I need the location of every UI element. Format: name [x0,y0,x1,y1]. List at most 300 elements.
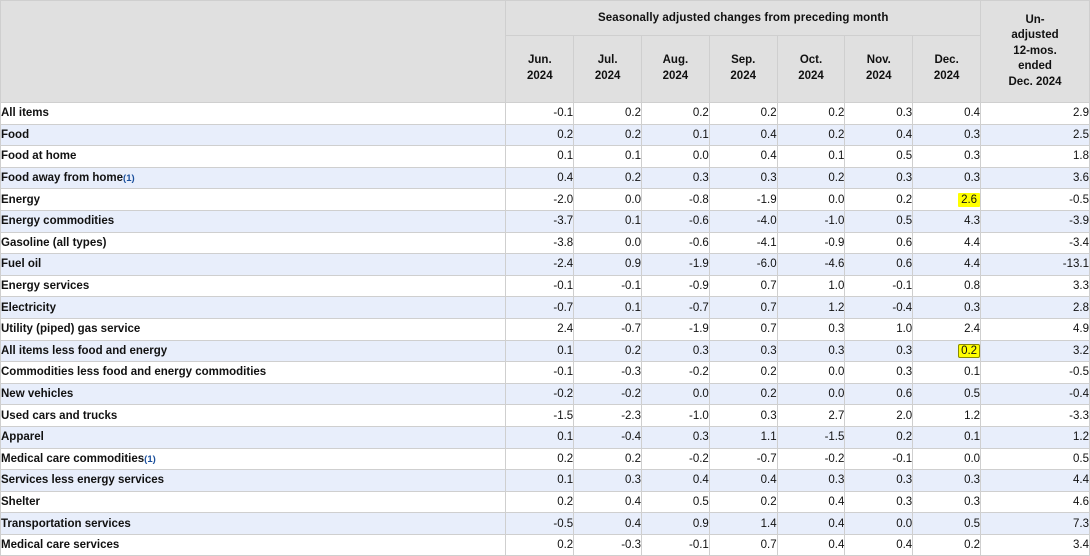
data-cell [506,124,574,146]
data-cell-value: -0.7 [621,323,642,336]
data-cell-value: 0.3 [692,431,709,444]
row-label [1,383,506,405]
unadjusted-cell [981,491,1090,513]
data-cell-value: -0.1 [688,539,709,552]
header-month-oct [777,36,845,103]
data-cell-value: -0.1 [553,366,574,379]
data-cell-value: 0.9 [692,517,709,530]
data-cell [913,513,981,535]
data-cell [709,470,777,492]
unadjusted-cell [981,297,1090,319]
data-cell [642,297,710,319]
data-cell-value: 0.0 [692,388,709,401]
data-cell-value: 0.2 [760,107,777,120]
data-cell [709,405,777,427]
unadjusted-value: 2.9 [1073,107,1089,120]
data-cell-value: 0.4 [828,539,845,552]
data-cell [777,254,845,276]
data-cell-value: 0.2 [557,128,574,141]
data-cell [845,103,913,125]
data-cell [709,362,777,384]
data-cell [506,275,574,297]
header-month-jun-year: 2024 [527,70,553,82]
data-cell-value: 0.3 [828,474,845,487]
data-cell-value: 4.4 [964,236,981,249]
data-cell-value: 0.1 [557,344,574,357]
data-cell [845,513,913,535]
data-cell [709,210,777,232]
data-cell [845,210,913,232]
data-cell [777,470,845,492]
data-cell [642,275,710,297]
header-month-sep-year: 2024 [730,70,756,82]
unadj-line-2: adjusted [1011,29,1059,42]
data-cell [642,254,710,276]
row-label-text: Energy commodities [1,215,115,228]
row-label-text: Shelter [1,495,40,508]
data-cell-value: 0.7 [760,301,777,314]
table-row [1,254,1090,276]
table-row [1,448,1090,470]
data-cell-value: 0.4 [760,128,777,141]
data-cell-value: 2.7 [828,409,845,422]
data-cell [913,448,981,470]
data-cell [506,318,574,340]
data-cell-value: 0.5 [964,388,981,401]
data-cell [845,340,913,362]
data-cell-value: -0.1 [621,280,642,293]
unadjusted-value: -3.3 [1069,409,1089,422]
data-cell [709,275,777,297]
unadjusted-value: 3.2 [1073,344,1089,357]
table-row [1,470,1090,492]
data-cell [506,254,574,276]
data-cell [574,362,642,384]
row-label [1,275,506,297]
data-cell [709,340,777,362]
unadjusted-cell [981,146,1090,168]
table-row [1,167,1090,189]
row-label [1,362,506,384]
data-cell [506,383,574,405]
unadjusted-cell [981,189,1090,211]
row-label-text: Energy [1,193,40,206]
data-cell [574,470,642,492]
unadjusted-cell [981,362,1090,384]
data-cell-value: 0.2 [896,193,913,206]
header-unadjusted-12mos [981,1,1090,103]
unadjusted-value: 4.9 [1073,323,1089,336]
data-cell [574,383,642,405]
data-cell [913,297,981,319]
data-cell [574,534,642,556]
data-cell-value: 0.1 [964,366,981,379]
data-cell-value: -0.2 [621,388,642,401]
data-cell [709,383,777,405]
unadjusted-value: 3.3 [1073,280,1089,293]
unadjusted-value: -13.1 [1062,258,1089,271]
data-cell-value: 0.3 [896,366,913,379]
unadjusted-value: -0.5 [1069,366,1089,379]
data-cell-value: 0.2 [760,388,777,401]
unadjusted-value: 3.4 [1073,539,1089,552]
data-cell [506,189,574,211]
data-cell-value: 0.5 [896,150,913,163]
data-cell-value: -0.1 [892,280,913,293]
data-cell-value: -0.3 [621,539,642,552]
data-cell-value: -2.0 [553,193,574,206]
header-month-nov [845,36,913,103]
data-cell-value: -0.8 [688,193,709,206]
data-cell [506,534,574,556]
unadj-line-1: Un- [1025,13,1045,26]
data-cell-value: 0.0 [828,388,845,401]
data-cell-value: -0.4 [621,431,642,444]
data-cell-value: 1.2 [828,301,845,314]
data-cell [642,534,710,556]
data-cell [913,189,981,211]
data-cell [506,210,574,232]
data-cell [913,146,981,168]
unadjusted-cell [981,513,1090,535]
header-month-oct-name: Oct. [799,54,823,67]
data-cell [574,513,642,535]
data-cell [506,103,574,125]
data-cell [913,275,981,297]
data-cell [845,318,913,340]
unadjusted-cell [981,124,1090,146]
data-cell [777,275,845,297]
data-cell [777,383,845,405]
data-cell-value: 0.3 [692,344,709,357]
unadjusted-cell [981,470,1090,492]
data-cell [845,232,913,254]
unadj-line-3: 12-mos. [1013,44,1057,57]
data-cell-value: -0.1 [553,280,574,293]
data-cell-value: -4.6 [824,258,845,271]
data-cell-value: -0.7 [553,301,574,314]
header-month-aug [642,36,710,103]
data-cell-value: 0.0 [625,193,642,206]
data-cell-value: -0.7 [756,452,777,465]
data-cell-value: 0.4 [896,128,913,141]
data-cell [574,491,642,513]
data-cell-value: 0.3 [964,474,981,487]
data-cell-value: 0.3 [896,344,913,357]
data-cell [777,124,845,146]
data-cell [777,103,845,125]
data-cell-value: 0.1 [692,128,709,141]
data-cell [506,146,574,168]
data-cell [845,189,913,211]
data-cell-value: 0.0 [692,150,709,163]
data-cell-value: 0.2 [625,452,642,465]
table-row [1,383,1090,405]
row-label-text: All items [1,107,49,120]
header-month-jun-name: Jun. [528,54,552,67]
footnote-marker[interactable]: (1) [144,453,156,465]
data-cell [777,167,845,189]
data-cell [574,426,642,448]
data-cell [574,275,642,297]
unadj-line-5: Dec. 2024 [1008,75,1062,88]
data-cell-value: 0.7 [760,280,777,293]
row-label [1,189,506,211]
data-cell-value: 1.0 [828,280,845,293]
data-cell [642,167,710,189]
data-cell-value: 0.3 [625,474,642,487]
data-cell-value: 0.0 [964,452,981,465]
data-cell [642,362,710,384]
row-label [1,491,506,513]
data-cell [845,405,913,427]
data-cell-value: 4.4 [964,258,981,271]
data-cell [709,232,777,254]
data-cell-value: -1.0 [824,215,845,228]
data-cell [913,534,981,556]
unadjusted-value: -0.5 [1069,193,1089,206]
unadjusted-cell [981,340,1090,362]
data-cell-value: -0.2 [688,452,709,465]
footnote-marker[interactable]: (1) [123,173,135,185]
data-cell-value: 0.6 [896,258,913,271]
data-cell-value: -0.9 [824,236,845,249]
row-label-text: Food [1,128,30,141]
data-cell [777,448,845,470]
data-cell-value: 0.4 [557,172,574,185]
data-cell-value: 0.2 [692,107,709,120]
data-cell [777,297,845,319]
unadjusted-value: 0.5 [1073,452,1089,465]
data-cell-value: -1.0 [688,409,709,422]
data-cell [777,189,845,211]
data-cell-value: 0.1 [557,150,574,163]
data-cell [777,210,845,232]
data-cell [506,426,574,448]
data-cell [913,383,981,405]
data-cell [506,448,574,470]
row-label-text: Services less energy services [1,474,165,487]
data-cell [574,254,642,276]
data-cell-value: 0.1 [557,474,574,487]
header-month-jun [506,36,574,103]
data-cell [845,448,913,470]
data-cell-value: 0.7 [760,323,777,336]
data-cell-value: 0.4 [828,517,845,530]
data-cell [709,146,777,168]
data-cell-value: 0.2 [896,431,913,444]
data-cell-value: 0.2 [964,539,981,552]
data-cell-value: 1.4 [760,517,777,530]
data-cell [777,513,845,535]
data-cell-value: 0.0 [625,236,642,249]
data-cell [574,318,642,340]
data-cell-value: -0.1 [892,452,913,465]
header-seasonally-adjusted-group: Seasonally adjusted changes from preceding month [506,1,981,36]
data-cell-value: 0.2 [958,344,980,358]
data-cell [506,232,574,254]
data-cell-value: 0.4 [625,495,642,508]
data-cell-value: 0.5 [896,215,913,228]
data-cell [845,124,913,146]
unadjusted-cell [981,103,1090,125]
data-cell-value: 0.3 [760,344,777,357]
data-cell [777,491,845,513]
data-cell-value: 0.2 [625,344,642,357]
unadjusted-value: 3.6 [1073,172,1089,185]
data-cell-value: 0.6 [896,388,913,401]
header-month-dec [913,36,981,103]
data-cell [913,318,981,340]
row-label [1,470,506,492]
unadjusted-cell [981,275,1090,297]
data-cell-value: 4.3 [964,215,981,228]
data-cell [777,146,845,168]
data-cell-value: 0.3 [964,150,981,163]
data-cell-value: -0.3 [621,366,642,379]
table-row [1,189,1090,211]
data-cell [777,534,845,556]
data-cell-value: 0.0 [828,193,845,206]
data-cell-value: -0.2 [553,388,574,401]
data-cell [574,103,642,125]
table-row [1,103,1090,125]
data-cell [709,254,777,276]
row-label [1,513,506,535]
data-cell [845,491,913,513]
data-cell-value: -1.9 [688,323,709,336]
data-cell-value: 0.1 [625,150,642,163]
data-cell-value: 0.2 [828,172,845,185]
unadjusted-cell [981,210,1090,232]
data-cell [642,383,710,405]
data-cell-value: -1.9 [688,258,709,271]
header-month-nov-year: 2024 [866,70,892,82]
data-cell-value: 0.3 [692,172,709,185]
data-cell [913,405,981,427]
header-month-aug-name: Aug. [662,54,689,67]
row-label [1,167,506,189]
data-cell [913,426,981,448]
row-label-text: Medical care services [1,539,120,552]
header-month-aug-year: 2024 [662,70,689,82]
unadjusted-cell [981,448,1090,470]
data-cell [574,210,642,232]
data-cell-value: 2.4 [557,323,574,336]
row-label [1,340,506,362]
row-label-text: Gasoline (all types) [1,236,107,249]
unadjusted-value: 4.4 [1073,474,1089,487]
data-cell [506,513,574,535]
data-cell-value: -2.3 [621,409,642,422]
data-cell [845,426,913,448]
header-month-dec-name: Dec. [934,54,959,67]
unadjusted-cell [981,232,1090,254]
header-month-jul [574,36,642,103]
table-row [1,405,1090,427]
data-cell-value: 0.2 [557,495,574,508]
data-cell-value: -0.1 [553,107,574,120]
row-label-text: Food at home [1,150,77,163]
data-cell [913,232,981,254]
row-label [1,103,506,125]
data-cell-value: 0.4 [625,517,642,530]
data-cell [845,470,913,492]
unadjusted-cell [981,405,1090,427]
data-cell [845,297,913,319]
header-month-jul-name: Jul. [597,54,618,67]
data-cell [913,362,981,384]
data-cell [845,534,913,556]
data-cell-value: 0.1 [828,150,845,163]
unadjusted-value: 7.3 [1073,517,1089,530]
row-label [1,426,506,448]
data-cell [506,470,574,492]
data-cell [642,340,710,362]
data-cell [506,491,574,513]
row-label [1,210,506,232]
unadjusted-value: -3.4 [1069,236,1089,249]
data-cell [845,167,913,189]
data-cell [913,340,981,362]
data-cell [642,146,710,168]
table-row [1,362,1090,384]
data-cell [913,124,981,146]
data-cell-value: 0.1 [964,431,981,444]
data-cell-value: 0.9 [625,258,642,271]
table-row [1,146,1090,168]
data-cell-value: 0.8 [964,280,981,293]
data-cell-value: 0.3 [964,172,981,185]
data-cell-value: 0.3 [896,107,913,120]
header-month-jul-year: 2024 [594,70,621,82]
row-label [1,232,506,254]
row-label [1,146,506,168]
data-cell [709,448,777,470]
data-cell-value: 0.3 [896,474,913,487]
header-month-dec-year: 2024 [933,70,960,82]
row-label-text: Commodities less food and energy commodities [1,366,267,379]
data-cell-value: 0.1 [625,215,642,228]
data-cell-value: 0.4 [896,539,913,552]
data-cell [709,426,777,448]
row-label-text: Electricity [1,301,56,314]
data-cell [642,210,710,232]
data-cell-value: 0.2 [625,128,642,141]
data-cell [642,232,710,254]
data-cell-value: -0.6 [688,236,709,249]
data-cell [506,167,574,189]
data-cell-value: 2.4 [964,323,981,336]
data-cell [709,534,777,556]
data-cell-value: 0.0 [828,366,845,379]
data-cell-value: 0.2 [760,495,777,508]
data-cell [845,383,913,405]
unadjusted-value: -3.9 [1069,215,1089,228]
data-cell [777,362,845,384]
data-cell-value: 0.3 [828,323,845,336]
unadj-line-4: ended [1018,60,1052,73]
data-cell-value: 0.5 [964,517,981,530]
row-label [1,254,506,276]
data-cell-value: -6.0 [756,258,777,271]
data-cell-value: 0.4 [760,474,777,487]
unadjusted-cell [981,167,1090,189]
row-label-text: Fuel oil [1,258,42,271]
data-cell-value: 0.3 [760,172,777,185]
data-cell-value: 0.4 [692,474,709,487]
data-cell [709,491,777,513]
